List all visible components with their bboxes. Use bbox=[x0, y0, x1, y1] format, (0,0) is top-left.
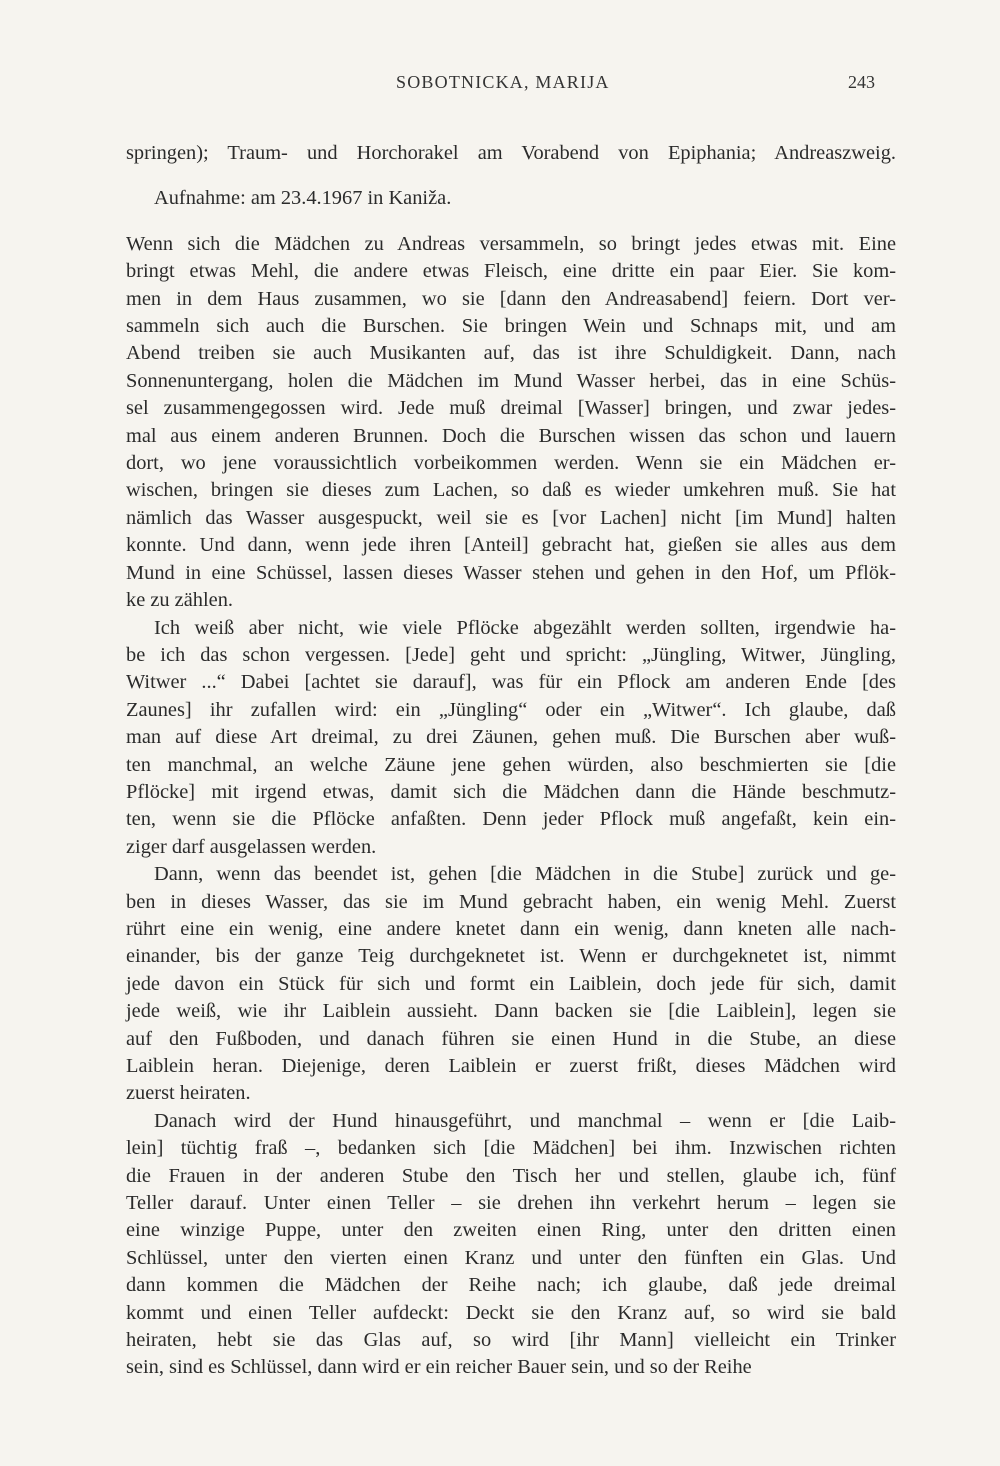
intro-line: springen); Traum- und Horchorakel am Vorabend von Epiphania; Andreaszweig. bbox=[126, 142, 896, 164]
body-text bbox=[126, 140, 896, 1382]
text-line: man auf diese Art dreimal, zu drei Zäunen, gehen muß. Die Burschen aber wuß- bbox=[126, 726, 896, 749]
text-line: Wenn sich die Mädchen zu Andreas versammeln, so bringt jedes etwas mit. Eine bbox=[126, 232, 896, 255]
text-line: Mund in eine Schüssel, lassen dieses Wasser stehen und gehen in den Hof, um Pflök- bbox=[126, 561, 896, 584]
paragraph bbox=[126, 615, 896, 862]
text-line: sel zusammengegossen wird. Jede muß dreimal [Wasser] bringen, und zwar jedes- bbox=[126, 397, 896, 420]
text-line: die Frauen in der anderen Stube den Tisch her und stellen, glaube ich, fünf bbox=[126, 1164, 896, 1187]
text-line: zuerst heiraten. bbox=[126, 1082, 251, 1105]
paragraphs bbox=[126, 231, 896, 1382]
running-title: SOBOTNICKA, MARIJA bbox=[396, 72, 610, 92]
text-line: heiraten, hebt sie das Glas auf, so wird [ihr Mann] vielleicht ein Trinker bbox=[126, 1329, 896, 1352]
text-line: Zaunes] ihr zufallen wird: ein „Jüngling“ oder ein „Witwer“. Ich glaube, daß bbox=[126, 698, 896, 721]
page-number: 243 bbox=[848, 72, 875, 92]
text-line: jede weiß, wie ihr Laiblein aussieht. Dann backen sie [die Laiblein], legen sie bbox=[126, 1000, 896, 1023]
text-line: Danach wird der Hund hinausgeführt, und manchmal – wenn er [die Laib- bbox=[154, 1109, 896, 1132]
text-line: sein, sind es Schlüssel, dann wird er ein reicher Bauer sein, und so der Reihe bbox=[126, 1356, 752, 1379]
text-line: eine winzige Puppe, unter den zweiten einen Ring, unter den dritten einen bbox=[126, 1219, 896, 1242]
text-line: Ich weiß aber nicht, wie viele Pflöcke abgezählt werden sollten, irgendwie ha- bbox=[154, 616, 896, 639]
paragraph bbox=[126, 231, 896, 615]
text-line: Abend treiben sie auch Musikanten auf, das ist ihre Schuldigkeit. Dann, nach bbox=[126, 342, 896, 365]
text-line: dort, wo jene voraussichtlich vorbeikommen werden. Wenn sie ein Mädchen er- bbox=[126, 452, 896, 475]
text-line: dann kommen die Mädchen der Reihe nach; ich glaube, daß jede dreimal bbox=[126, 1274, 896, 1297]
text-line: auf den Fußboden, und danach führen sie einen Hund in die Stube, an diese bbox=[126, 1027, 896, 1050]
text-line: konnte. Und dann, wenn jede ihren [Anteil] gebracht hat, gießen sie alles aus dem bbox=[126, 534, 896, 557]
text-line: ziger darf ausgelassen werden. bbox=[126, 835, 377, 858]
text-line: ben in dieses Wasser, das sie im Mund gebracht haben, ein wenig Mehl. Zuerst bbox=[126, 890, 896, 913]
text-line: Witwer ...“ Dabei [achtet sie darauf], was für ein Pflock am anderen Ende [des bbox=[126, 671, 896, 694]
text-line: Pflöcke] mit irgend etwas, damit sich die Mädchen dann die Hände beschmutz- bbox=[126, 780, 896, 803]
text-line: einander, bis der ganze Teig durchgeknetet ist. Wenn er durchgeknetet ist, nimmt bbox=[126, 945, 896, 968]
text-line: sammeln sich auch die Burschen. Sie bringen Wein und Schnaps mit, und am bbox=[126, 315, 896, 338]
text-line: Sonnenuntergang, holen die Mädchen im Mund Wasser herbei, das in eine Schüs- bbox=[126, 369, 896, 392]
text-line: bringt etwas Mehl, die andere etwas Fleisch, eine dritte ein paar Eier. Sie kom- bbox=[126, 260, 896, 283]
text-line: kommt und einen Teller aufdeckt: Deckt sie den Kranz auf, so wird sie bald bbox=[126, 1301, 896, 1324]
text-line: ke zu zählen. bbox=[126, 589, 233, 612]
text-line: mal aus einem anderen Brunnen. Doch die Burschen wissen das schon und lauern bbox=[126, 424, 896, 447]
text-line: wischen, bringen sie dieses zum Lachen, so daß es wieder umkehren muß. Sie hat bbox=[126, 479, 896, 502]
running-head bbox=[0, 72, 1000, 96]
text-line: ten manchmal, an welche Zäune jene gehen würden, also beschmierten sie [die bbox=[126, 753, 896, 776]
text-line: jede davon ein Stück für sich und formt ein Laiblein, doch jede für sich, damit bbox=[126, 972, 896, 995]
text-line: Dann, wenn das beendet ist, gehen [die Mädchen in die Stube] zurück und ge- bbox=[154, 863, 896, 886]
recording-note: Aufnahme: am 23.4.1967 in Kaniža. bbox=[154, 187, 452, 210]
text-line: ten, wenn sie die Pflöcke anfaßten. Denn jeder Pflock muß angefaßt, kein ein- bbox=[126, 808, 896, 831]
text-line: lein] tüchtig fraß –, bedanken sich [die Mädchen] bei ihm. Inzwischen richten bbox=[126, 1137, 896, 1160]
text-line: rührt eine ein wenig, eine andere knetet dann ein wenig, dann kneten alle nach- bbox=[126, 917, 896, 940]
paragraph bbox=[126, 1108, 896, 1382]
text-line: Teller darauf. Unter einen Teller – sie drehen ihn verkehrt herum – legen sie bbox=[126, 1192, 896, 1215]
paragraph bbox=[126, 861, 896, 1108]
text-line: men in dem Haus zusammen, wo sie [dann den Andreasabend] feiern. Dort ver- bbox=[126, 287, 896, 310]
text-line: Schlüssel, unter den vierten einen Kranz und unter den fünften ein Glas. Und bbox=[126, 1246, 896, 1269]
text-line: Laiblein heran. Diejenige, deren Laiblein er zuerst frißt, dieses Mädchen wird bbox=[126, 1055, 896, 1077]
text-line: be ich das schon vergessen. [Jede] geht und spricht: „Jüngling, Witwer, Jüngling, bbox=[126, 643, 896, 666]
text-line: nämlich das Wasser ausgespuckt, weil sie es [vor Lachen] nicht [im Mund] halten bbox=[126, 506, 896, 529]
